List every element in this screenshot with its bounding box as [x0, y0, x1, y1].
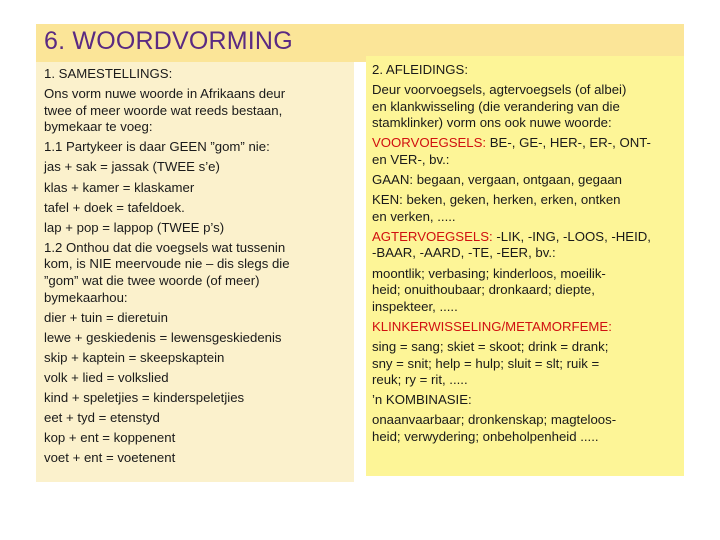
text-line: bymekaar te voeg:: [44, 119, 153, 135]
text-line: ”gom” wat die twee woorde (of meer): [44, 273, 260, 289]
text-line: jas + sak = jassak (TWEE s’e): [44, 159, 220, 175]
text-line: 1. SAMESTELLINGS:: [44, 66, 173, 81]
text-line: klas + kamer = klaskamer: [44, 179, 195, 195]
text-line: 1.2 Onthou dat die voegsels wat tussenin: [44, 239, 286, 255]
text-line: twee of meer woorde wat reeds bestaan,: [44, 102, 283, 118]
text-line: tafel + doek = tafeldoek.: [44, 199, 185, 215]
text-line: reuk; ry = rit, .....: [372, 372, 468, 388]
text-line: Deur voorvoegsels, agtervoegsels (of albei): [372, 82, 627, 98]
text-fragment: -LIK, -ING, -LOOS, -HEID,: [492, 228, 651, 244]
text-line: voet + ent = voetenent: [44, 450, 176, 466]
text-line: KEN: beken, geken, herken, erken, ontken: [372, 192, 621, 208]
text-line: onaanvaarbaar; dronkenskap; magteloos-: [372, 412, 617, 428]
text-line: inspekteer, .....: [372, 298, 458, 314]
text-line: lap + pop = lappop (TWEE p’s): [44, 219, 225, 235]
text-line: en klankwisseling (die verandering van die: [372, 98, 620, 114]
text-line: stamklinker) vorm ons ook nuwe woorde:: [372, 115, 612, 131]
text-fragment: BE-, GE-, HER-, ER-, ONT-: [486, 135, 651, 151]
text-line: en verken, .....: [372, 208, 456, 224]
text-line: volk + lied = volkslied: [44, 370, 169, 385]
text-line: skip + kaptein = skeepskaptein: [44, 349, 225, 365]
text-line: dier + tuin = dieretuin: [44, 309, 168, 325]
text-line: bymekaarhou:: [44, 289, 128, 305]
text-line: 2. AFLEIDINGS:: [372, 62, 469, 77]
text-line: lewe + geskiedenis = lewensgeskiedenis: [44, 329, 282, 345]
text-line: GAAN: begaan, vergaan, ontgaan, gegaan: [372, 172, 623, 188]
text-line: 1.1 Partykeer is daar GEEN ”gom” nie:: [44, 139, 270, 155]
text-line: eet + tyd = etenstyd: [44, 410, 160, 426]
text-line: Ons vorm nuwe woorde in Afrikaans deur: [44, 86, 286, 102]
voorvoegsels-heading: VOORVOEGSELS:: [372, 135, 487, 151]
page-title: 6. WOORDVORMING: [44, 27, 293, 55]
text-line: [372, 229, 684, 246]
text-line: ’n KOMBINASIE:: [372, 392, 472, 408]
text-line: -BAAR, -AARD, -TE, -EER, bv.:: [372, 245, 556, 261]
text-line: heid; onuithoubaar; dronkaard; diepte,: [372, 282, 595, 298]
text-line: kop + ent = koppenent: [44, 430, 176, 446]
text-line: moontlik; verbasing; kinderloos, moeilik-: [372, 265, 606, 281]
text-line: kind + speletjies = kinderspeletjies: [44, 390, 245, 406]
agtervoegsels-heading: AGTERVOEGSELS:: [372, 228, 493, 244]
text-line: [372, 135, 684, 152]
klinkerwisseling-heading: KLINKERWISSELING/METAMORFEME:: [372, 318, 612, 334]
samestellings-panel: [36, 62, 354, 482]
text-line: sing = sang; skiet = skoot; drink = drank;: [372, 338, 609, 354]
text-line: en VER-, bv.:: [372, 151, 450, 167]
text-line: sny = snit; help = hulp; sluit = slt; ruik =: [372, 355, 600, 371]
text-line: kom, is NIE meervoude nie – dis slegs die: [44, 256, 290, 272]
text-line: heid; verwydering; onbeholpenheid .....: [372, 428, 599, 444]
afleidings-panel: [366, 56, 684, 476]
